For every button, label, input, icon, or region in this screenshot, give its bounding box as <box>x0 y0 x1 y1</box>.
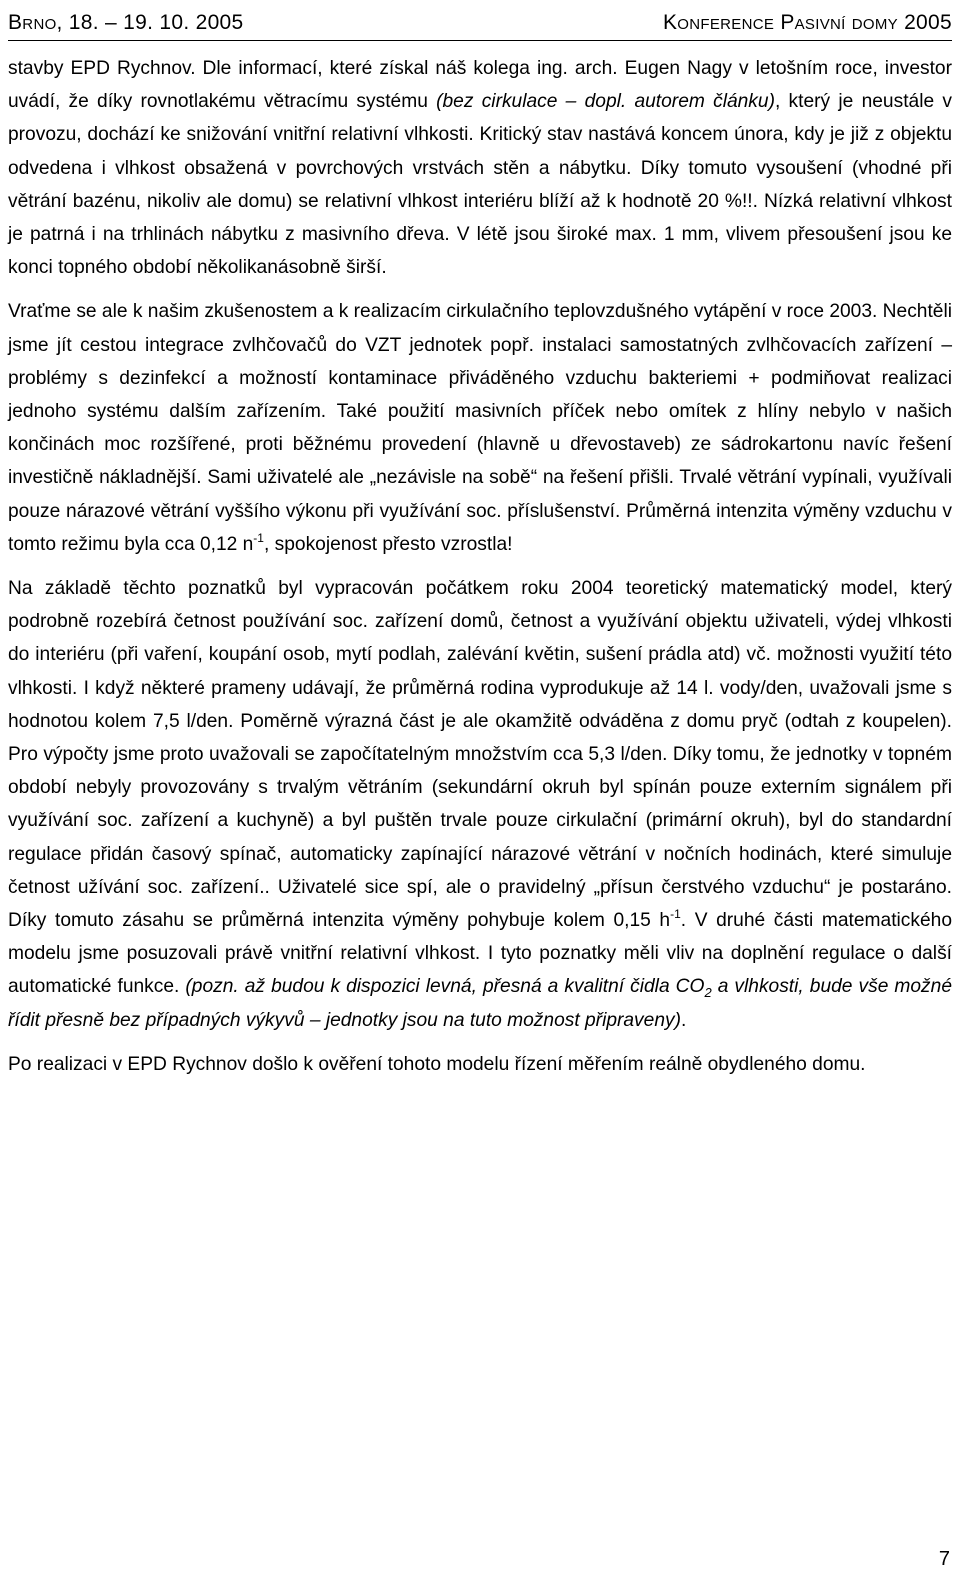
paragraph-1-text-b: , který je neustále v provozu, dochází ke snižování vnitřní relativní vlhkosti. Kritický stav nastává koncem února, kdy je již z objektu odvedena i vlhkost obsažená v povrchových vrstvách stěn a nábytku. Díky tomuto vysoušení (vhodné při větrání bazénu, nikoliv ale domu) se relativní vlhkost interiéru blíží až k hodnotě 20 %!!. Nízká relativní vlhkost je patrná i na trhlinách nábytku z masivního dřeva. V létě jsou široké max. 1 mm, vlivem přesoušení jsou ke konci topného období několikanásobně širší. <box>8 91 952 279</box>
paragraph-3-superscript: -1 <box>670 907 681 922</box>
document-body <box>8 52 952 1092</box>
paragraph-3-italic-a: (pozn. až budou k dispozici levná, přesná a kvalitní čidla CO <box>185 976 705 998</box>
paragraph-3-italic-b: a vlhkosti, bude vše možné řídit přesně bez případných výkyvů – jednotky jsou na tuto možnost připraveny) <box>8 976 952 1031</box>
paragraph-3-text-c: . <box>680 1009 687 1031</box>
paragraph-4-text: Po realizaci v EPD Rychnov došlo k ověření tohoto modelu řízení měřením reálně obydleného domu. <box>8 1053 866 1075</box>
paragraph-3-subscript: 2 <box>704 985 712 1001</box>
header-right-text: Konference Pasivní domy 2005 <box>663 11 952 34</box>
page-header <box>8 6 952 41</box>
paragraph-2 <box>8 295 952 561</box>
paragraph-1-text-a: stavby EPD Rychnov. Dle informací, které získal náš kolega ing. arch. Eugen Nagy v letošním roce, investor uvádí, že díky rovnotlakému větracímu systému <box>8 58 952 113</box>
paragraph-1 <box>8 52 952 284</box>
paragraph-3-text-a: Na základě těchto poznatků byl vypracován počátkem roku 2004 teoretický matematický model, který podrobně rozebírá četnost používání soc. zařízení domů, četnost a využívání objektu uživateli, výdej vlhkosti do interiéru (při vaření, koupání osob, mytí podlah, zalévání květin, sušení prádla atd) vč. možnosti využití této vlhkosti. I když některé prameny udávají, že průměrná rodina vyprodukuje až 14 l. vody/den, uvažovali jsme s hodnotou kolem 7,5 l/den. Poměrně výrazná část je ale okamžitě odváděna z domu pryč (odtah z koupelen). Pro výpočty jsme proto uvažovali se započítatelným množstvím cca 5,3 l/den. Díky tomu, že jednotky v topném období nebyly provozovány s trvalým větráním (sekundární okruh byl spínán pouze externím signálem při využívání soc. zařízení a kuchyně) a byl puštěn trvale pouze cirkulační (primární okruh), byl do standardní regulace přidán časový spínač, automaticky zapínající nárazové větrání v nočních hodinách, které simuluje četnost užívání soc. zařízení.. Uživatelé sice spí, ale o pravidelný „přísun čerstvého vzduchu“ je postaráno. Díky tomuto zásahu se průměrná intenzita výměny pohybuje kolem 0,15 h <box>8 578 952 932</box>
paragraph-2-superscript: -1 <box>253 530 264 545</box>
page-number: 7 <box>938 1548 950 1570</box>
header-left-text: Brno, 18. – 19. 10. 2005 <box>8 11 244 34</box>
paragraph-2-text-a: Vraťme se ale k našim zkušenostem a k realizacím cirkulačního teplovzdušného vytápění v roce 2003. Nechtěli jsme jít cestou integrace zvlhčovačů do VZT jednotek popř. instalaci samostatných zvlhčovacích zařízení – problémy s dezinfekcí a možností kontaminace přiváděného vzduchu bakteriemi + podmiňovat realizaci jednoho systému dalším zařízením. Také použití masivních příček nebo omítek z hlíny nebylo v našich končinách moc rozšířené, proti běžnému provedení (hlavně u dřevostaveb) ze sádrokartonu navíc řešení investičně nákladnější. Sami uživatelé ale „nezávisle na sobě“ na řešení přišli. Trvalé větrání vypínali, využívali pouze nárazové větrání vyššího výkonu při využívání soc. příslušenství. Průměrná intenzita výměny vzduchu v tomto režimu byla cca 0,12 n <box>8 301 952 555</box>
paragraph-4 <box>8 1048 952 1081</box>
paragraph-1-italic: (bez cirkulace – dopl. autorem článku) <box>436 91 775 113</box>
paragraph-3 <box>8 572 952 1037</box>
paragraph-3-text-b: . V druhé části matematického modelu jsme posuzovali právě vnitřní relativní vlhkost. I tyto poznatky měli vliv na doplnění regulace o další automatické funkce. <box>8 910 952 998</box>
paragraph-2-text-b: , spokojenost přesto vzrostla! <box>263 533 513 555</box>
